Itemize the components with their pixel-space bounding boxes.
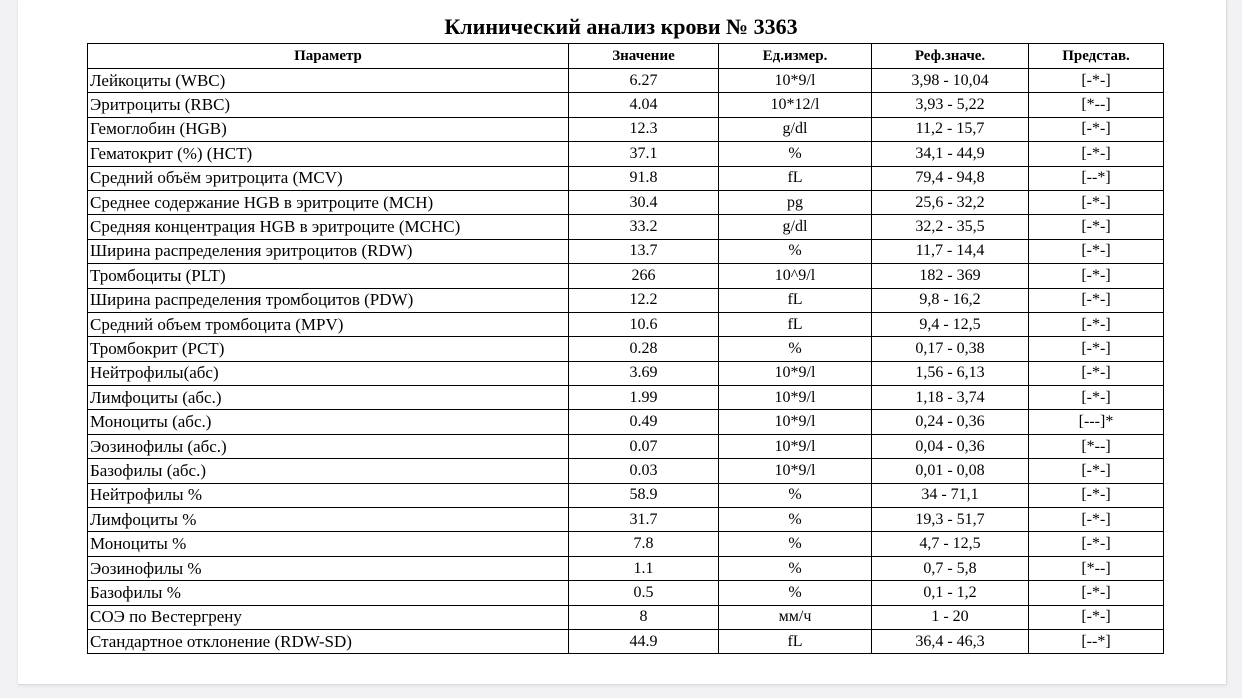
cell-unit: fL	[719, 166, 872, 190]
table-row	[88, 459, 1164, 483]
cell-parameter: Гемоглобин (HGB)	[88, 117, 569, 141]
cell-parameter: Ширина распределения тромбоцитов (PDW)	[88, 288, 569, 312]
table-row	[88, 190, 1164, 214]
cell-parameter: Базофилы (абс.)	[88, 459, 569, 483]
table-row	[88, 239, 1164, 263]
table-row	[88, 361, 1164, 385]
cell-reference: 1 - 20	[872, 605, 1029, 629]
cell-value: 10.6	[569, 312, 719, 336]
cell-reference: 3,98 - 10,04	[872, 69, 1029, 93]
cell-reference: 11,7 - 14,4	[872, 239, 1029, 263]
cell-parameter: Эозинофилы (абс.)	[88, 434, 569, 458]
cell-value: 0.49	[569, 410, 719, 434]
cell-unit: %	[719, 337, 872, 361]
table-row	[88, 508, 1164, 532]
cell-value: 266	[569, 264, 719, 288]
cell-unit: %	[719, 556, 872, 580]
cell-unit: %	[719, 508, 872, 532]
column-header-reference: Реф.значе.	[872, 44, 1029, 69]
table-row	[88, 117, 1164, 141]
cell-representation: [--*]	[1029, 629, 1164, 653]
table-row	[88, 556, 1164, 580]
cell-value: 12.2	[569, 288, 719, 312]
cell-value: 30.4	[569, 190, 719, 214]
cell-parameter: Лимфоциты %	[88, 508, 569, 532]
cell-reference: 9,8 - 16,2	[872, 288, 1029, 312]
cell-reference: 0,24 - 0,36	[872, 410, 1029, 434]
cell-value: 44.9	[569, 629, 719, 653]
cell-unit: fL	[719, 312, 872, 336]
cell-parameter: Нейтрофилы %	[88, 483, 569, 507]
table-row	[88, 142, 1164, 166]
header-row	[88, 44, 1164, 69]
cell-representation: [-*-]	[1029, 239, 1164, 263]
table-row	[88, 69, 1164, 93]
table-row	[88, 629, 1164, 653]
table-row	[88, 386, 1164, 410]
cell-reference: 182 - 369	[872, 264, 1029, 288]
table-row	[88, 532, 1164, 556]
cell-unit: g/dl	[719, 215, 872, 239]
cell-parameter: СОЭ по Вестергрену	[88, 605, 569, 629]
cell-representation: [-*-]	[1029, 605, 1164, 629]
cell-unit: 10*12/l	[719, 93, 872, 117]
cell-parameter: Эозинофилы %	[88, 556, 569, 580]
cell-reference: 34 - 71,1	[872, 483, 1029, 507]
cell-unit: %	[719, 532, 872, 556]
cell-unit: мм/ч	[719, 605, 872, 629]
cell-value: 0.03	[569, 459, 719, 483]
table-row	[88, 93, 1164, 117]
column-header-value: Значение	[569, 44, 719, 69]
cell-unit: 10*9/l	[719, 361, 872, 385]
cell-reference: 3,93 - 5,22	[872, 93, 1029, 117]
cell-representation: [-*-]	[1029, 117, 1164, 141]
cell-value: 0.5	[569, 581, 719, 605]
cell-representation: [-*-]	[1029, 483, 1164, 507]
cell-representation: [-*-]	[1029, 361, 1164, 385]
document-title: Клинический анализ крови № 3363	[444, 14, 798, 39]
table-row	[88, 288, 1164, 312]
table-row	[88, 605, 1164, 629]
cell-value: 3.69	[569, 361, 719, 385]
table-row	[88, 410, 1164, 434]
cell-parameter: Моноциты (абс.)	[88, 410, 569, 434]
cell-unit: fL	[719, 629, 872, 653]
table-row	[88, 434, 1164, 458]
cell-unit: 10*9/l	[719, 69, 872, 93]
cell-reference: 19,3 - 51,7	[872, 508, 1029, 532]
cell-representation: [-*-]	[1029, 190, 1164, 214]
cell-representation: [-*-]	[1029, 532, 1164, 556]
cell-representation: [*--]	[1029, 434, 1164, 458]
cell-value: 13.7	[569, 239, 719, 263]
cell-parameter: Средняя концентрация HGB в эритроците (MCHC)	[88, 215, 569, 239]
column-header-unit: Ед.измер.	[719, 44, 872, 69]
cell-parameter: Нейтрофилы(абс)	[88, 361, 569, 385]
table-row	[88, 264, 1164, 288]
cell-representation: [-*-]	[1029, 508, 1164, 532]
cell-reference: 0,01 - 0,08	[872, 459, 1029, 483]
cell-unit: 10^9/l	[719, 264, 872, 288]
cell-representation: [-*-]	[1029, 264, 1164, 288]
cell-reference: 11,2 - 15,7	[872, 117, 1029, 141]
cell-reference: 34,1 - 44,9	[872, 142, 1029, 166]
cell-parameter: Тромбокрит (PCT)	[88, 337, 569, 361]
cell-unit: %	[719, 483, 872, 507]
cell-reference: 1,56 - 6,13	[872, 361, 1029, 385]
cell-value: 91.8	[569, 166, 719, 190]
cell-unit: %	[719, 581, 872, 605]
cell-parameter: Средний объём эритроцита (MCV)	[88, 166, 569, 190]
cell-reference: 0,17 - 0,38	[872, 337, 1029, 361]
cell-unit: 10*9/l	[719, 459, 872, 483]
cell-reference: 25,6 - 32,2	[872, 190, 1029, 214]
cell-parameter: Эритроциты (RBC)	[88, 93, 569, 117]
table-row	[88, 166, 1164, 190]
cell-unit: 10*9/l	[719, 434, 872, 458]
table-row	[88, 581, 1164, 605]
cell-unit: g/dl	[719, 117, 872, 141]
cell-reference: 0,1 - 1,2	[872, 581, 1029, 605]
cell-value: 1.99	[569, 386, 719, 410]
cell-parameter: Среднее содержание HGB в эритроците (MCH)	[88, 190, 569, 214]
column-header-representation: Представ.	[1029, 44, 1164, 69]
cell-unit: 10*9/l	[719, 410, 872, 434]
cell-reference: 36,4 - 46,3	[872, 629, 1029, 653]
cell-value: 31.7	[569, 508, 719, 532]
cell-unit: pg	[719, 190, 872, 214]
cell-reference: 4,7 - 12,5	[872, 532, 1029, 556]
cell-representation: [-*-]	[1029, 69, 1164, 93]
cell-value: 0.28	[569, 337, 719, 361]
cell-value: 33.2	[569, 215, 719, 239]
cell-unit: fL	[719, 288, 872, 312]
cell-value: 4.04	[569, 93, 719, 117]
cell-value: 12.3	[569, 117, 719, 141]
cell-representation: [-*-]	[1029, 215, 1164, 239]
cell-parameter: Ширина распределения эритроцитов (RDW)	[88, 239, 569, 263]
column-header-parameter: Параметр	[88, 44, 569, 69]
cell-representation: [-*-]	[1029, 459, 1164, 483]
cell-value: 6.27	[569, 69, 719, 93]
cell-parameter: Моноциты %	[88, 532, 569, 556]
cell-value: 1.1	[569, 556, 719, 580]
table-row	[88, 483, 1164, 507]
cell-representation: [*--]	[1029, 556, 1164, 580]
cell-reference: 0,04 - 0,36	[872, 434, 1029, 458]
cell-value: 7.8	[569, 532, 719, 556]
cell-reference: 79,4 - 94,8	[872, 166, 1029, 190]
cell-representation: [-*-]	[1029, 312, 1164, 336]
cell-parameter: Лейкоциты (WBC)	[88, 69, 569, 93]
cell-representation: [-*-]	[1029, 337, 1164, 361]
table-row	[88, 337, 1164, 361]
table-row	[88, 215, 1164, 239]
cell-representation: [-*-]	[1029, 386, 1164, 410]
cell-parameter: Тромбоциты (PLT)	[88, 264, 569, 288]
cell-reference: 0,7 - 5,8	[872, 556, 1029, 580]
cell-value: 8	[569, 605, 719, 629]
cell-reference: 32,2 - 35,5	[872, 215, 1029, 239]
cell-parameter: Базофилы %	[88, 581, 569, 605]
cell-reference: 1,18 - 3,74	[872, 386, 1029, 410]
cell-parameter: Стандартное отклонение (RDW-SD)	[88, 629, 569, 653]
results-body	[88, 69, 1164, 654]
cell-representation: [-*-]	[1029, 142, 1164, 166]
cell-value: 58.9	[569, 483, 719, 507]
cell-value: 37.1	[569, 142, 719, 166]
cell-representation: [*--]	[1029, 93, 1164, 117]
cell-parameter: Лимфоциты (абс.)	[88, 386, 569, 410]
cell-reference: 9,4 - 12,5	[872, 312, 1029, 336]
cell-representation: [---]*	[1029, 410, 1164, 434]
cell-representation: [-*-]	[1029, 581, 1164, 605]
cell-unit: %	[719, 239, 872, 263]
cell-parameter: Средний объем тромбоцита (MPV)	[88, 312, 569, 336]
cell-unit: 10*9/l	[719, 386, 872, 410]
cell-parameter: Гематокрит (%) (HCT)	[88, 142, 569, 166]
cell-value: 0.07	[569, 434, 719, 458]
cell-unit: %	[719, 142, 872, 166]
cell-representation: [--*]	[1029, 166, 1164, 190]
results-table	[87, 43, 1164, 654]
cell-representation: [-*-]	[1029, 288, 1164, 312]
table-row	[88, 312, 1164, 336]
